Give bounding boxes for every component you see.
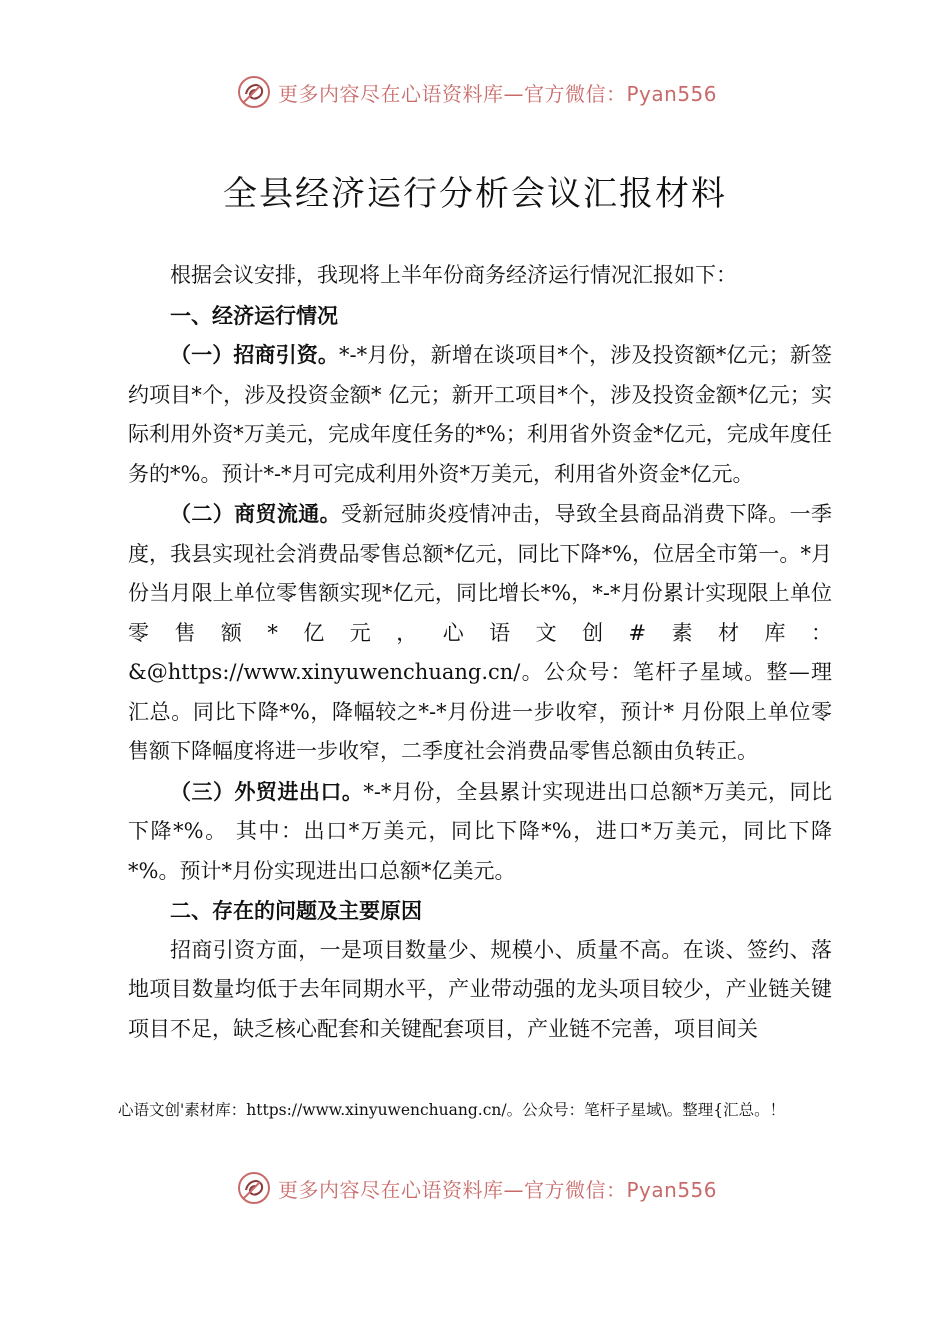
document-body xyxy=(128,256,832,1049)
header-banner xyxy=(236,72,756,112)
paragraph-investment xyxy=(128,335,832,494)
paragraph-text: *-*月份，新增在谈项目*个，涉及投资额*亿元；新签约项目*个，涉及投资金额* 亿元；新开工项目*个，涉及投资金额*亿元；实际利用外资*万美元，完成年度任务的*%；利用省外资金*亿元，完成年度任务的*%。预计*-*月可完成利用外资*万美元，利用省外资金*亿元。 xyxy=(128,343,832,486)
paragraph-trade xyxy=(128,772,832,892)
paragraph-label: （二）商贸流通。 xyxy=(170,501,341,526)
paragraph-problems: 招商引资方面，一是项目数量少、规模小、质量不高。在谈、签约、落地项目数量均低于去年同期水平，产业带动强的龙头项目较少，产业链关键项目不足，缺乏核心配套和关键配套项目，产业链不完善，项目间关 xyxy=(128,937,832,1041)
banner-text: 更多内容尽在心语资料库—官方微信：Pyan556 xyxy=(278,81,718,106)
paragraph-text: *-*月份，全县累计实现进出口总额*万美元，同比下降*%。 其中：出口*万美元，同比下降*%，进口*万美元，同比下降*%。预计*月份实现进出口总额*亿美元。 xyxy=(128,779,832,883)
paragraph-label: （三）外贸进出口。 xyxy=(170,778,364,804)
rose-logo-icon xyxy=(236,1170,272,1206)
section-heading-1: 一、经济运行情况 xyxy=(170,302,338,328)
paragraph-commerce xyxy=(128,494,832,772)
paragraph-text: 受新冠肺炎疫情冲击，导致全县商品消费下降。一季度，我县实现社会消费品零售总额*亿元，同比下降*%，位居全市第一。*月份当月限上单位零售额实现*亿元，同比增长*%，*-*月份累计实现限上单位零售额*亿元，心语文创#素材库：&@https://www.xinyuwenchuang.cn/。公众号：笔杆子星域。整—理汇总。同比下降*%，降幅较之*-*月份进一步收窄，预计* 月份限上单位零售额下降幅度将进一步收窄，二季度社会消费品零售总额由负转正。 xyxy=(128,502,833,763)
section-heading-2: 二、存在的问题及主要原因 xyxy=(170,898,422,923)
paragraph-label: （一）招商引资。 xyxy=(170,342,340,367)
footer-banner xyxy=(236,1168,756,1208)
document-title: 全县经济运行分析会议汇报材料 xyxy=(223,174,727,214)
intro-paragraph: 根据会议安排，我现将上半年份商务经济运行情况汇报如下： xyxy=(170,263,737,287)
rose-logo-icon xyxy=(236,74,272,110)
banner-text: 更多内容尽在心语资料库—官方微信：Pyan556 xyxy=(278,1177,718,1202)
watermark-footer-note: 心语文创'素材库：https://www.xinyuwenchuang.cn/。公众号：笔杆子星域\。整理{汇总。！ xyxy=(118,1101,786,1119)
